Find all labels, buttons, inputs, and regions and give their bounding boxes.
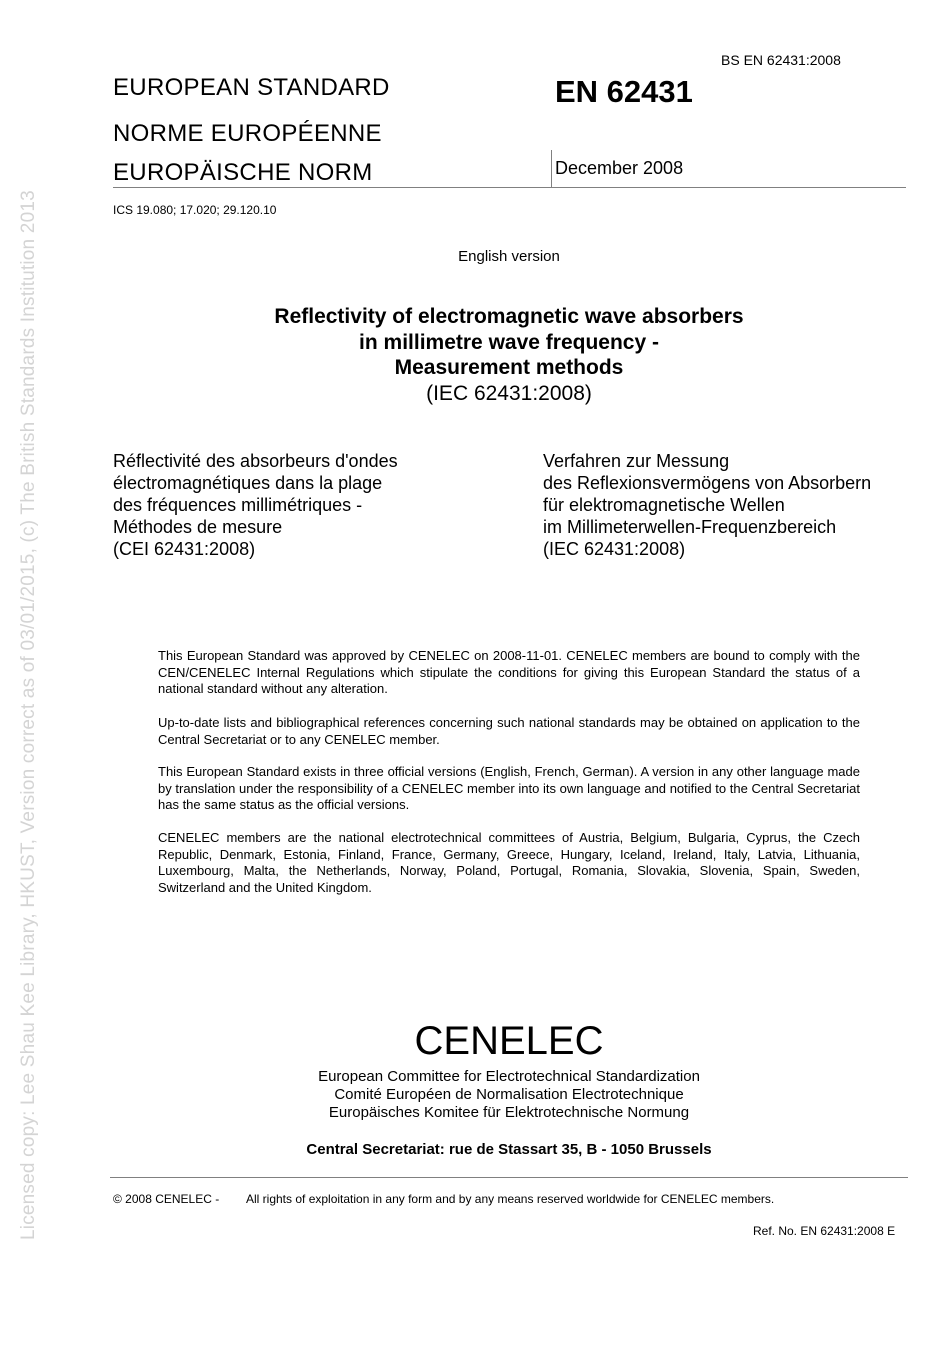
organization-names — [0, 1068, 950, 1122]
german-title — [543, 450, 871, 560]
document-title — [0, 304, 950, 406]
header-separator — [551, 150, 552, 188]
secretariat-address: Central Secretariat: rue de Stassart 35, B - 1050 Brussels — [306, 1141, 712, 1158]
publication-date: December 2008 — [555, 158, 684, 178]
reference-number: Ref. No. EN 62431:2008 E — [753, 1224, 896, 1238]
german-title-line: des Reflexionsvermögens von Absorbern — [543, 473, 872, 493]
standard-type-english: EUROPEAN STANDARD — [113, 74, 390, 101]
versions-paragraph: This European Standard exists in three official versions (English, French, German). A version in any other language made by translation under the responsibility of a CENELEC member into its own language and notified to the Central Secretariat has the same status as the official versions. — [158, 764, 860, 812]
title-iec-reference: (IEC 62431:2008) — [426, 381, 592, 405]
cenelec-logo: CENELEC — [414, 1019, 604, 1063]
language-version: English version — [458, 248, 560, 265]
organization-name-english: European Committee for Electrotechnical Standardization — [318, 1068, 700, 1085]
french-title-line: (CEI 62431:2008) — [113, 539, 256, 559]
organization-name-french: Comité Européen de Normalisation Electrotechnique — [334, 1086, 684, 1103]
title-line: in millimetre wave frequency - — [359, 330, 659, 354]
bs-reference: BS EN 62431:2008 — [721, 52, 841, 68]
title-line: Reflectivity of electromagnetic wave absorbers — [274, 305, 744, 328]
standard-type-french: NORME EUROPÉENNE — [113, 120, 382, 147]
members-paragraph: CENELEC members are the national electrotechnical committees of Austria, Belgium, Bulgaria, Cyprus, the Czech Republic, Denmark, Estonia, Finland, France, Germany, Greece, Hungary, Iceland, Ireland, Italy, Latvia, Lithuania, Luxembourg, Malta, the Netherlands, Norway, Poland, Portugal, Romania, Slovakia, Slovenia, Spain, Sweden, Switzerland and the United Kingdom. — [158, 830, 860, 895]
references-paragraph: Up-to-date lists and bibliographical references concerning such national standards may be obtained on application to the Central Secretariat or to any CENELEC member. — [158, 715, 860, 747]
french-title-line: Méthodes de mesure — [113, 517, 283, 537]
french-title-line: électromagnétiques dans la plage — [113, 473, 383, 493]
rights-notice: All rights of exploitation in any form and by any means reserved worldwide for CENELEC members. — [246, 1192, 775, 1206]
german-title-line: im Millimeterwellen-Frequenzbereich — [543, 517, 837, 537]
standard-type-german: EUROPÄISCHE NORM — [113, 159, 373, 186]
approval-paragraph: This European Standard was approved by CENELEC on 2008-11-01. CENELEC members are bound to comply with the CEN/CENELEC Internal Regulations which stipulate the conditions for giving this European Standard the status of a national standard without any alteration. — [158, 648, 860, 696]
french-title-line: Réflectivité des absorbeurs d'ondes — [113, 451, 398, 471]
organization-name-german: Europäisches Komitee für Elektrotechnische Normung — [328, 1104, 690, 1121]
ics-codes: ICS 19.080; 17.020; 29.120.10 — [113, 203, 277, 217]
license-watermark: Licensed copy: Lee Shau Kee Library, HKUST, Version correct as of 03/01/2015, (c) The British Standards Institution 2013 — [18, 190, 39, 1240]
standard-number: EN 62431 — [555, 74, 693, 109]
german-title-line: für elektromagnetische Wellen — [543, 495, 785, 515]
header-rule — [113, 187, 906, 188]
german-title-line: Verfahren zur Messung — [543, 451, 730, 471]
german-title-line: (IEC 62431:2008) — [543, 539, 686, 559]
title-line: Measurement methods — [394, 356, 624, 379]
copyright-notice: © 2008 CENELEC - — [113, 1192, 220, 1206]
french-title — [113, 450, 398, 560]
french-title-line: des fréquences millimétriques - — [113, 495, 363, 515]
footer-rule — [110, 1177, 908, 1178]
